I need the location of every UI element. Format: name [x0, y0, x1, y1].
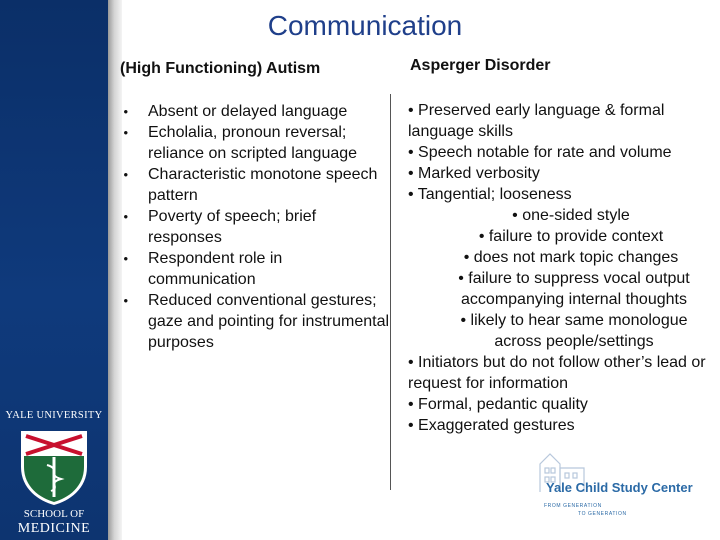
- yale-medicine-logo: [0, 405, 108, 540]
- page-title: Communication: [267, 10, 463, 41]
- left-bullet-list: [114, 101, 390, 353]
- list-item-text: Reduced conventional gestures; gaze and pointing for instrumental purposes: [148, 292, 390, 351]
- bullet-icon: •: [123, 293, 128, 308]
- list-item: • Tangential; looseness: [408, 186, 572, 203]
- yale-university-label: YALE UNIVERSITY: [5, 410, 103, 421]
- bullet-icon: •: [123, 125, 128, 140]
- child-study-center-logo: [528, 448, 708, 523]
- bullet-icon: •: [123, 209, 128, 224]
- list-item-text: Characteristic monotone speech pattern: [148, 166, 378, 204]
- list-item: • Preserved early language & formal language skills: [408, 102, 665, 140]
- list-item: [114, 122, 390, 164]
- list-item-text: Echolalia, pronoun reversal; reliance on scripted language: [148, 124, 358, 162]
- list-item: • Marked verbosity: [408, 165, 540, 182]
- right-column-heading: Asperger Disorder: [410, 57, 551, 74]
- bullet-icon: •: [123, 251, 128, 266]
- bullet-icon: •: [123, 104, 128, 119]
- school-of-label: SCHOOL OF: [23, 508, 85, 520]
- list-item-text: Poverty of speech; brief responses: [148, 208, 317, 246]
- list-item: [114, 248, 390, 290]
- list-item: • Exaggerated gestures: [408, 417, 575, 434]
- list-item: [114, 206, 390, 248]
- list-item: • Initiators but do not follow other’s lead or request for information: [408, 354, 706, 392]
- sub-list-item: • likely to hear same monologue across people/settings: [460, 312, 688, 350]
- right-bullet-list: [400, 100, 712, 436]
- tagline-line-1: FROM GENERATION: [544, 503, 602, 509]
- list-item: • Formal, pedantic quality: [408, 396, 588, 413]
- list-item: • Speech notable for rate and volume: [408, 144, 672, 161]
- tagline-line-2: TO GENERATION: [578, 511, 627, 517]
- sub-list-item: • failure to suppress vocal output accompanying internal thoughts: [458, 270, 690, 308]
- list-item: [114, 164, 390, 206]
- bullet-icon: •: [123, 167, 128, 182]
- list-item-text: Absent or delayed language: [148, 103, 348, 120]
- medicine-label: MEDICINE: [17, 521, 91, 536]
- list-item: [114, 290, 390, 353]
- left-column-heading: (High Functioning) Autism: [120, 60, 321, 77]
- list-item-text: Respondent role in communication: [148, 250, 283, 288]
- sub-list-item: • one-sided style: [512, 207, 630, 224]
- child-study-center-name: Yale Child Study Center: [546, 480, 693, 495]
- sub-list-item: • failure to provide context: [478, 228, 664, 245]
- yale-shield-icon: [17, 427, 91, 507]
- sub-list-item: • does not mark topic changes: [463, 249, 679, 266]
- column-divider: [390, 94, 391, 490]
- list-item: [114, 101, 390, 122]
